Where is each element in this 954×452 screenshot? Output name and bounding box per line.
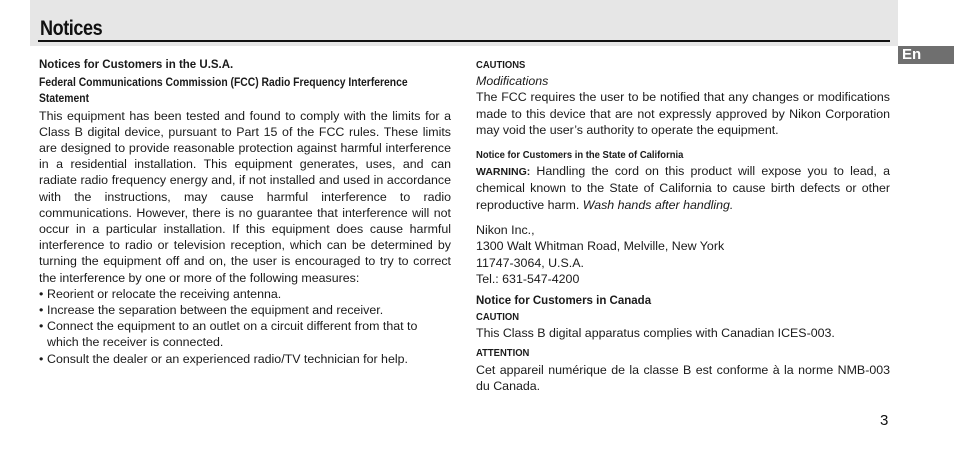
address-line: 11747-3064, U.S.A.	[476, 255, 584, 270]
usa-notice-heading: Notices for Customers in the U.S.A.	[39, 59, 234, 71]
modifications-label: Modifications	[476, 74, 549, 89]
fcc-heading-line1: Federal Communications Commission (FCC) Radio Frequency Interference	[39, 77, 408, 90]
page-title: Notices	[40, 17, 103, 40]
right-column	[476, 57, 890, 394]
language-tab: En	[898, 46, 954, 64]
address-line: Nikon Inc.,	[476, 222, 535, 237]
list-item: • Consult the dealer or an experienced radio/TV technician for help.	[39, 351, 451, 367]
california-heading: Notice for Customers in the State of California	[476, 149, 684, 162]
nikon-address	[476, 222, 890, 288]
measures-list	[39, 286, 451, 367]
left-column	[39, 57, 451, 367]
attention-label: ATTENTION	[476, 347, 530, 360]
address-line: 1300 Walt Whitman Road, Melville, New York	[476, 239, 725, 254]
warning-body: Handling the cord on this product will expose you to lead, a chemical known to the State of California to cause birth defects or other reproductive harm.	[476, 164, 890, 212]
warning-italic: Wash hands after handling.	[582, 197, 734, 212]
address-line: Tel.: 631-547-4200	[476, 272, 580, 287]
fcc-statement-body: This equipment has been tested and found to comply with the limits for a Class B digital device, pursuant to Part 15 of the FCC rules. These limits are designed to provide reasonable protection against harmful interference in a residential installation. This equipment generates, uses, and can radiate radio frequency energy and, if not installed and used in accordance with the instructions, may cause harmful interference to radio communications. However, there is no guarantee that interference will not occur in a particular installation. If this equipment does cause harmful interference to radio or television reception, which can be determined by turning the equipment off and on, the user is encouraged to try to correct the interference by one or more of the following measures:	[39, 108, 451, 285]
list-item: • Connect the equipment to an outlet on a circuit different from that to which the receiver is connected.	[39, 318, 451, 350]
attention-body: Cet appareil numérique de la classe B est conforme à la norme NMB-003 du Canada.	[476, 362, 890, 393]
caution-label: CAUTION	[476, 311, 520, 324]
cautions-heading: CAUTIONS	[476, 59, 526, 71]
list-item: • Reorient or relocate the receiving antenna.	[39, 286, 451, 302]
warning-label: WARNING:	[476, 166, 531, 179]
list-item: • Increase the separation between the equipment and receiver.	[39, 302, 451, 318]
modifications-body: The FCC requires the user to be notified that any changes or modifications made to this device that are not expressly approved by Nikon Corporation may void the user’s authority to operate the equipment.	[476, 90, 890, 137]
title-rule	[38, 40, 890, 42]
canada-heading: Notice for Customers in Canada	[476, 294, 652, 307]
california-warning	[476, 163, 890, 213]
fcc-heading-line2: Statement	[39, 93, 90, 106]
page-number: 3	[880, 412, 889, 429]
caution-body: This Class B digital apparatus complies with Canadian ICES-003.	[476, 326, 835, 341]
